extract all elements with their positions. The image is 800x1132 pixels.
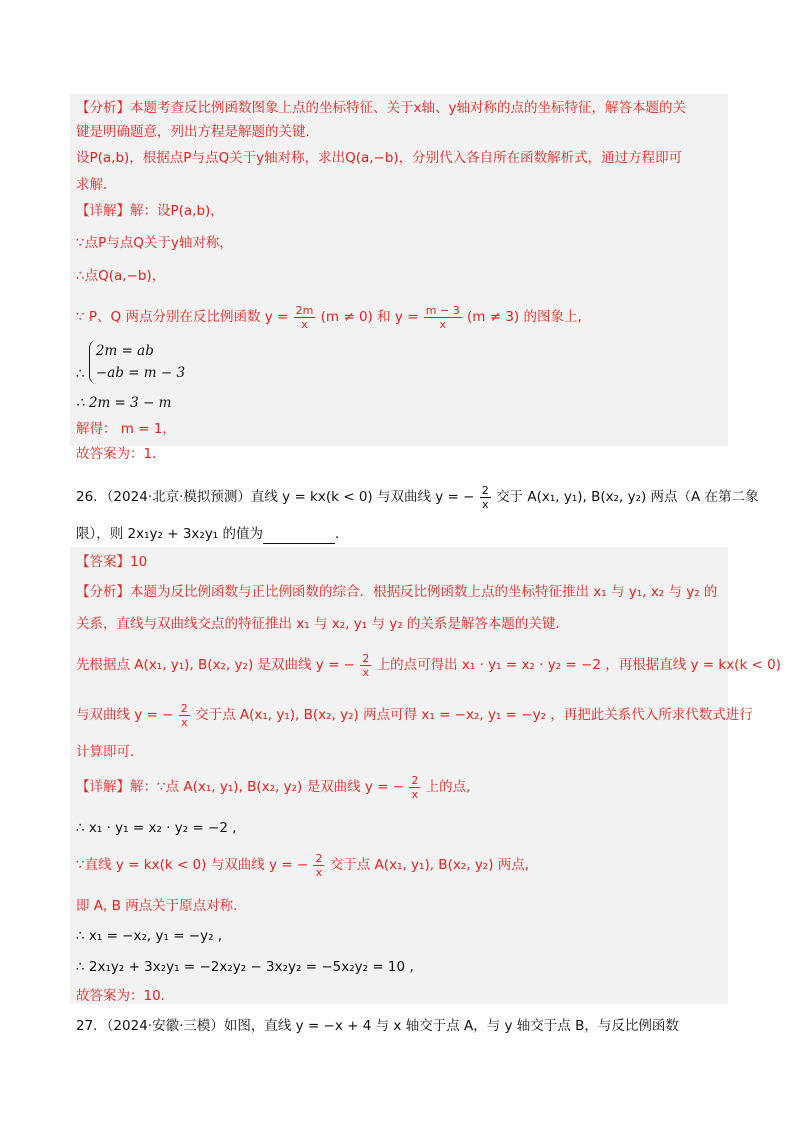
q25-detail-line-1: 【详解】解：设P(a,b)， [76, 203, 224, 219]
q26-detail-line-4: 即 A, B 两点关于原点对称． [76, 898, 247, 914]
q26-detail-line-1: 【详解】解：∵点 A(x₁, y₁), B(x₂, y₂) 是双曲线 y = − $\frac{2}{x}$ 上的点, [76, 773, 471, 801]
q25-equation-system: ∴ 2m = ab −ab = m − 3 [76, 340, 185, 384]
analysis-label: 【分析】 [76, 100, 130, 116]
fraction-m-minus-3-over-x: $\frac{m - 3}{x}$ [425, 303, 460, 331]
fraction-2m-over-x: $\frac{2m}{x}$ [295, 303, 314, 331]
fraction-2-over-x: $\frac{2}{x}$ [481, 483, 489, 511]
q26-stem-line-2: 限），则 2x₁y₂ + 3x₂y₁ 的值为 ． [76, 526, 349, 542]
q25-detail-line-7: 解得： m = 1， [76, 421, 176, 437]
q25-detail-line-4: ∵ P、Q 两点分别在反比例函数 y = $\frac{2m}{x}$ (m ≠ 0) 和 y = $\frac{m - 3}{x}$ (m ≠ 3) 的图象上, [76, 303, 582, 331]
answer-blank [263, 529, 335, 544]
q26-analysis-line-2: 关系，直线与双曲线交点的特征推出 x₁ 与 x₂, y₁ 与 y₂ 的关系是解答本题的关键． [76, 616, 569, 632]
q25-analysis-line-4: 求解． [76, 177, 117, 193]
q25-analysis-line-1: 【分析】本题考查反比例函数图象上点的坐标特征、关于x轴、y轴对称的点的坐标特征，解答本题的关 [76, 100, 686, 116]
q27-stem-line-1: 27．（2024·安徽·三模）如图，直线 y = −x + 4 与 x 轴交于点 A，与 y 轴交于点 B，与反比例函数 [76, 1018, 679, 1034]
q26-analysis-line-1: 【分析】本题为反比例函数与正比例函数的综合．根据反比例函数上点的坐标特征推出 x₁ 与 y₁, x₂ 与 y₂ 的 [76, 584, 718, 600]
q26-detail-line-6: ∴ 2x₁y₂ + 3x₂y₁ = −2x₂y₂ − 3x₂y₂ = −5x₂y₂ = 10 , [76, 959, 414, 975]
fraction-2-over-x: $\frac{2}{x}$ [411, 773, 419, 801]
q26-detail-line-3: ∵直线 y = kx(k < 0) 与双曲线 y = − $\frac{2}{x}$ 交于点 A(x₁, y₁), B(x₂, y₂) 两点, [76, 851, 530, 879]
detail-label: 【详解】 [76, 203, 130, 219]
q26-analysis-line-3: 先根据点 A(x₁, y₁), B(x₂, y₂) 是双曲线 y = − $\frac{2}{x}$ 上的点可得出 x₁ · y₁ = x₂ · y₂ = −2 ，再根据直线 y = kx(k < 0) [76, 651, 782, 679]
q25-answer: 故答案为：1． [76, 446, 166, 462]
q26-detail-line-5: ∴ x₁ = −x₂, y₁ = −y₂ , [76, 928, 223, 944]
q25-detail-line-3: ∴点Q(a,−b)， [76, 268, 166, 284]
fraction-2-over-x: $\frac{2}{x}$ [180, 701, 188, 729]
q26-stem-line-1: 26．（2024·北京·模拟预测）直线 y = kx(k < 0) 与双曲线 y = − $\frac{2}{x}$ 交于 A(x₁, y₁), B(x₂, y₂) 两点（A 在第二象 [76, 483, 759, 511]
q26-detail-line-2: ∴ x₁ · y₁ = x₂ · y₂ = −2 , [76, 820, 237, 836]
q25-detail-line-6: ∴ 2m = 3 − m [76, 395, 172, 411]
q26-analysis-line-5: 计算即可． [76, 744, 144, 760]
equation-system-brace: 2m = ab −ab = m − 3 [89, 340, 185, 384]
q25-analysis-line-2: 键是明确题意，列出方程是解题的关键． [76, 124, 319, 140]
fraction-2-over-x: $\frac{2}{x}$ [362, 651, 370, 679]
fraction-2-over-x: $\frac{2}{x}$ [315, 851, 323, 879]
q26-analysis-line-4: 与双曲线 y = − $\frac{2}{x}$ 交于点 A(x₁, y₁), B(x₂, y₂) 两点可得 x₁ = −x₂, y₁ = −y₂ ，再把此关系代入所求代数式进行 [76, 701, 753, 729]
q25-detail-line-2: ∵点P与点Q关于y轴对称， [76, 235, 233, 251]
q26-answer: 故答案为：10． [76, 988, 175, 1004]
q26-answer-label: 【答案】10 [76, 554, 148, 570]
q25-analysis-line-3: 设P(a,b)，根据点P与点Q关于y轴对称，求出Q(a,−b)，分别代入各自所在函数解析式，通过方程即可 [76, 150, 683, 166]
